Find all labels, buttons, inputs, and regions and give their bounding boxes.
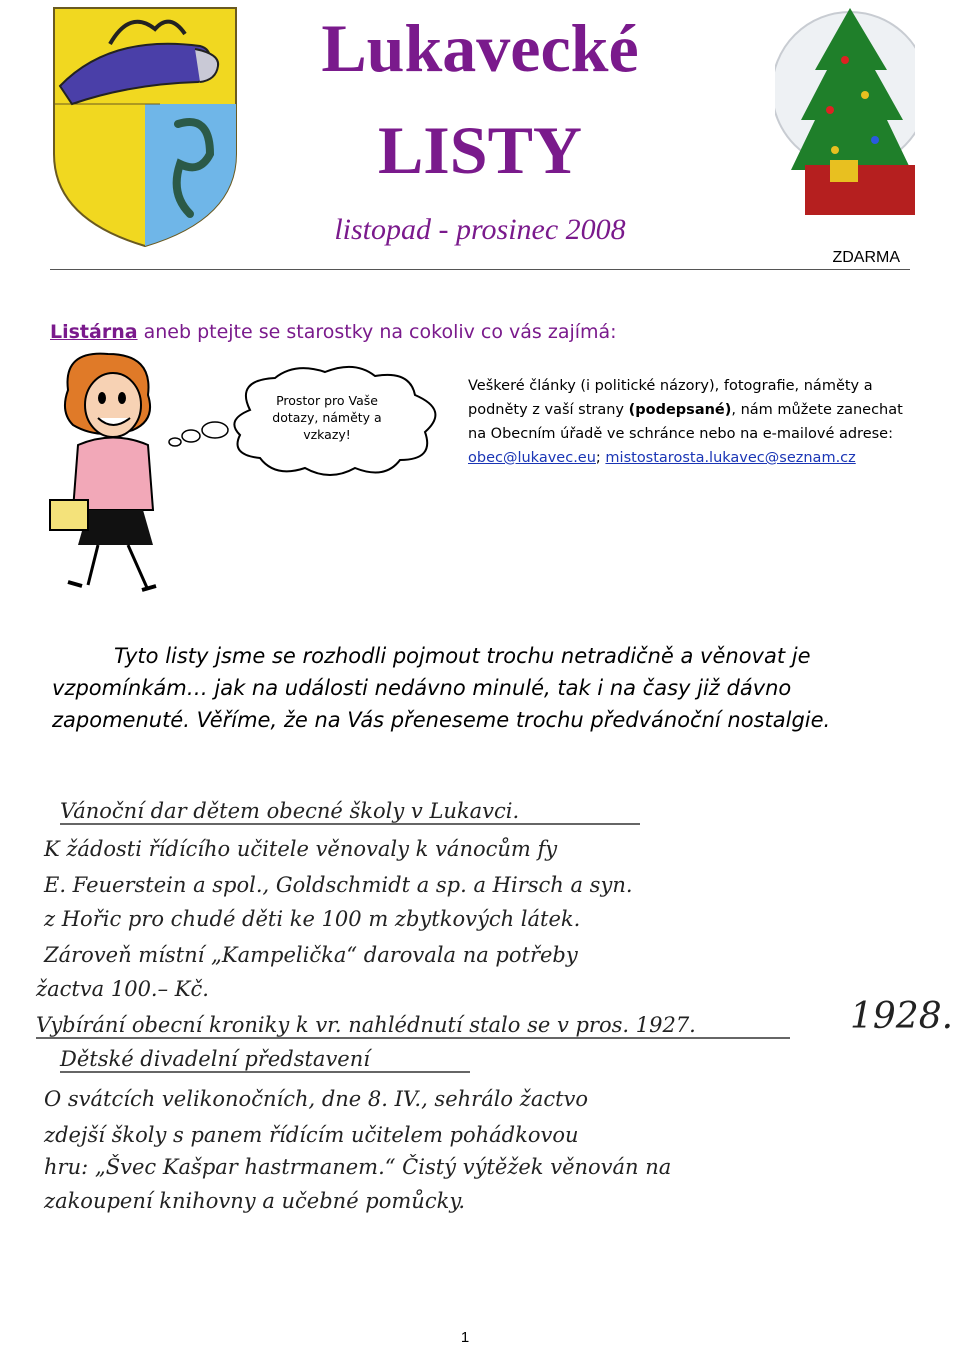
newsletter-title-line1: Lukavecké <box>321 10 639 86</box>
chronicle-year: 1928. <box>850 996 954 1037</box>
chronicle-line: z Hořic pro chudé děti ke 100 m zbytkových látek. <box>44 907 581 931</box>
page-number: 1 <box>460 1329 470 1346</box>
contact-info-paragraph <box>468 374 908 470</box>
listarna-label: Listárna <box>50 321 138 343</box>
info-text-before: Veškeré články (i politické názory), fotografie, náměty a podněty z vaší strany <box>468 378 873 418</box>
handwritten-chronicle-scan <box>30 790 960 1250</box>
chronicle-line: O svátcích velikonočních, dne 8. IV., sehrálo žactvo <box>44 1087 589 1111</box>
email-separator: ; <box>595 450 606 466</box>
email-link-obec[interactable]: obec@lukavec.eu <box>468 450 596 466</box>
chronicle-line: E. Feuerstein a spol., Goldschmidt a sp. a Hirsch a syn. <box>44 873 633 897</box>
issue-date-subtitle: listopad - prosinec 2008 <box>334 213 626 246</box>
newsletter-title-line2: LISTY <box>377 112 583 188</box>
coat-of-arms-image <box>50 4 240 250</box>
info-text-after: , nám můžete zanechat na Obecním úřadě ve schránce nebo na e-mailové adrese: <box>468 402 903 442</box>
chronicle-line: zakoupení knihovny a učebné pomůcky. <box>44 1189 466 1213</box>
intro-paragraph <box>52 640 912 736</box>
chronicle-line: Vybírání obecní kroniky k vr. nahlédnutí stalo se v pros. 1927. <box>36 1013 696 1037</box>
header-divider <box>50 269 910 270</box>
chronicle-line: žactva 100.– Kč. <box>36 977 209 1001</box>
intro-text: Tyto listy jsme se rozhodli pojmout trochu netradičně a věnovat je vzpomínkám… jak na události nedávno minulé, tak i na časy již dávno zapomenuté. Věříme, že na Vás přeneseme trochu předvánoční nostalgie. <box>52 644 831 732</box>
listarna-description: aneb ptejte se starostky na cokoliv co vás zajímá: <box>137 321 617 343</box>
chronicle-line: Dětské divadelní představení <box>60 1047 370 1071</box>
snow-globe-christmas-tree-image <box>775 0 915 215</box>
thought-bubble-text: Prostor pro Vaše dotazy, náměty a vzkazy! <box>272 393 382 442</box>
chronicle-line: Zároveň místní „Kampelička“ darovala na potřeby <box>44 943 578 967</box>
chronicle-line: Vánoční dar dětem obecné školy v Lukavci. <box>60 799 520 823</box>
listarna-heading <box>50 318 910 346</box>
info-signed-note: (podepsané) <box>628 402 732 418</box>
chronicle-line: zdejší školy s panem řídícím učitelem pohádkovou <box>44 1123 579 1147</box>
chronicle-line: hru: „Švec Kašpar hastrmanem.“ Čistý výtěžek věnován na <box>44 1155 672 1179</box>
price-label: ZDARMA <box>832 249 900 266</box>
email-link-mistostarosta[interactable]: mistostarosta.lukavec@seznam.cz <box>605 450 856 466</box>
chronicle-line: K žádosti řídícího učitele věnovaly k vánocům fy <box>44 837 558 861</box>
